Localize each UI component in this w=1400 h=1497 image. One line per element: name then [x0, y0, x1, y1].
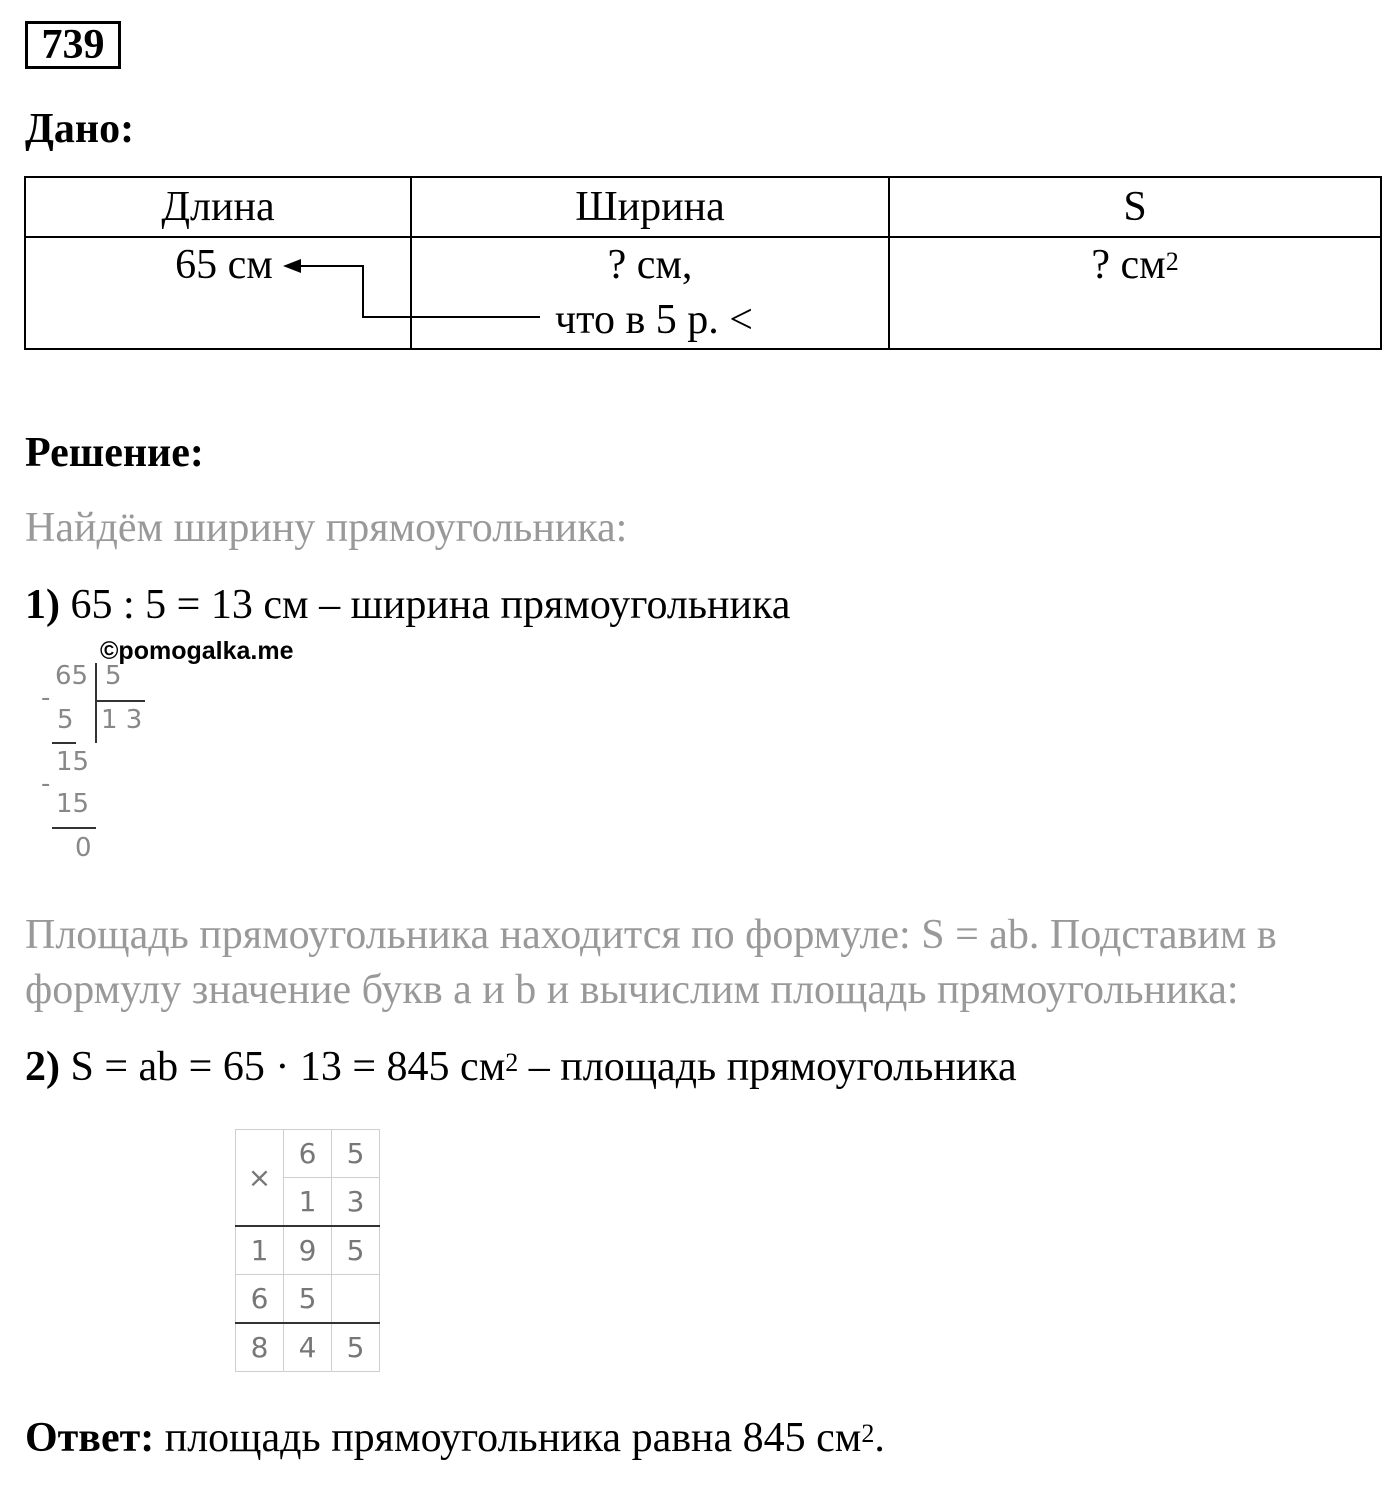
division-divisor: 5 — [105, 661, 122, 691]
step2-number: 2) — [25, 1044, 60, 1090]
answer-label: Ответ: — [25, 1415, 155, 1461]
watermark: ©pomogalka.me — [100, 637, 294, 665]
step2-text: S = ab = 65 · 13 = 845 $см^2$ – площадь прямоугольника — [70, 1044, 1017, 1090]
quotient-bar — [97, 700, 145, 702]
mult-cell: 5 — [332, 1130, 380, 1178]
solution-heading: Решение: — [25, 430, 204, 476]
division-line-2 — [52, 827, 96, 829]
division-quotient: 1 3 — [101, 705, 143, 735]
division-dividend: 65 — [55, 661, 89, 691]
step2-line — [25, 1039, 1017, 1095]
column-header-length: Длина — [25, 177, 411, 237]
mult-cell: 5 — [284, 1275, 332, 1324]
division-minus-1: - — [41, 683, 51, 713]
multiplication-sign: × — [236, 1130, 284, 1227]
mult-cell: 5 — [332, 1323, 380, 1372]
division-line-1 — [52, 742, 76, 744]
area-value: ? $см^2$ — [1091, 242, 1179, 288]
division-sub-1: 5 — [57, 705, 74, 735]
step1-line — [25, 577, 790, 633]
mult-cell: 4 — [284, 1323, 332, 1372]
width-relation: что в 5 р. < — [555, 297, 753, 343]
mult-cell: 6 — [284, 1130, 332, 1178]
mult-cell: 9 — [284, 1226, 332, 1275]
answer-end: . — [874, 1415, 885, 1461]
division-sub-2: 15 — [56, 789, 90, 819]
given-heading: Дано: — [25, 106, 135, 152]
answer-sup: 2 — [861, 1419, 875, 1448]
problem-number: 739 — [25, 21, 121, 69]
division-minus-2: - — [41, 769, 51, 799]
mult-cell: 3 — [332, 1178, 380, 1227]
mult-cell — [332, 1275, 380, 1324]
answer-line — [25, 1410, 885, 1466]
mult-cell: 1 — [236, 1226, 284, 1275]
formula-line-2: формулу значение букв a и b и вычислим площадь прямоугольника: — [25, 967, 1239, 1013]
division-bar — [95, 663, 97, 743]
formula-line-1: Площадь прямоугольника находится по формуле: S = ab. Подставим в — [25, 912, 1277, 958]
mult-cell: 1 — [284, 1178, 332, 1227]
multiplication-table — [235, 1129, 380, 1372]
width-value: ? см, — [607, 242, 693, 288]
step1-number: 1) — [25, 582, 60, 628]
division-remainder-1: 15 — [56, 747, 90, 777]
mult-cell: 8 — [236, 1323, 284, 1372]
answer-text: площадь прямоугольника равна 845 см — [154, 1415, 862, 1461]
step1-text: 65 : 5 = 13 см – ширина прямоугольника — [70, 582, 791, 628]
mult-cell: 5 — [332, 1226, 380, 1275]
division-result: 0 — [75, 833, 92, 863]
solution-intro: Найдём ширину прямоугольника: — [25, 505, 628, 551]
mult-cell: 6 — [236, 1275, 284, 1324]
column-header-area: S — [889, 177, 1381, 237]
column-header-width: Ширина — [411, 177, 889, 237]
length-value: 65 см — [175, 242, 273, 288]
